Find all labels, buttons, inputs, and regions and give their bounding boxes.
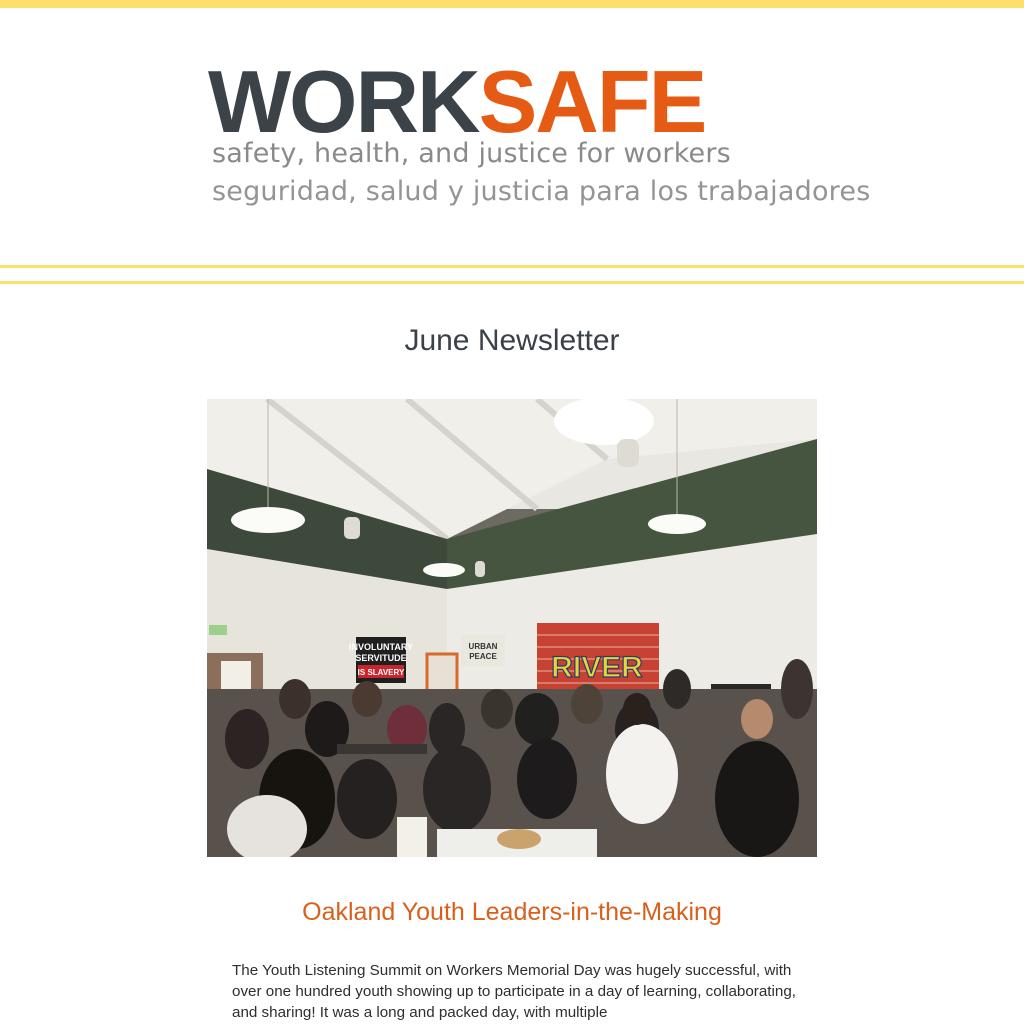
pendant-lamp-small bbox=[617, 439, 639, 467]
pendant-lamp bbox=[231, 507, 305, 533]
logo-tagline-english: safety, health, and justice for workers bbox=[212, 138, 731, 169]
hero-photo[interactable] bbox=[207, 399, 817, 857]
article-body: The Youth Listening Summit on Workers Memorial Day was hugely successful, with over one hundred youth showing up to participate in a day of learning, collaborating, and sharing! It was a long and packed day, with multiple bbox=[232, 962, 796, 1021]
sign-left-line2: SERVITUDE bbox=[355, 653, 407, 663]
sign-left-line1: INVOLUNTARY bbox=[349, 642, 413, 652]
exit-sign bbox=[209, 625, 227, 635]
header-divider-bottom bbox=[0, 281, 1024, 284]
pendant-lamp-small bbox=[344, 517, 360, 539]
table bbox=[337, 744, 427, 754]
newsletter-title: June Newsletter bbox=[404, 324, 620, 357]
sign-center-line1: URBAN bbox=[468, 642, 498, 651]
pendant-lamp bbox=[648, 514, 706, 534]
paper-bag bbox=[397, 817, 427, 857]
logo-tagline-spanish: seguridad, salud y justicia para los trabajadores bbox=[212, 176, 871, 207]
header-divider-top bbox=[0, 265, 1024, 268]
logo-word-safe: SAFE bbox=[478, 52, 706, 151]
logo-wordmark bbox=[208, 52, 808, 151]
sign-center-line2: PEACE bbox=[469, 652, 497, 661]
logo-word-work: WORK bbox=[208, 52, 479, 151]
pendant-lamp bbox=[554, 399, 654, 445]
sign-left-line3: IS SLAVERY bbox=[357, 668, 405, 677]
worksafe-logo[interactable] bbox=[208, 52, 871, 212]
top-accent-bar bbox=[0, 0, 1024, 8]
pendant-lamp-small bbox=[475, 561, 485, 577]
pendant-lamp bbox=[423, 563, 465, 577]
basket bbox=[497, 829, 541, 849]
sign-urban-peace bbox=[461, 635, 505, 667]
mural-graffiti-text: RIVER bbox=[551, 651, 643, 684]
article-title[interactable]: Oakland Youth Leaders-in-the-Making bbox=[302, 898, 722, 926]
hero-photo-illustration bbox=[207, 399, 817, 857]
